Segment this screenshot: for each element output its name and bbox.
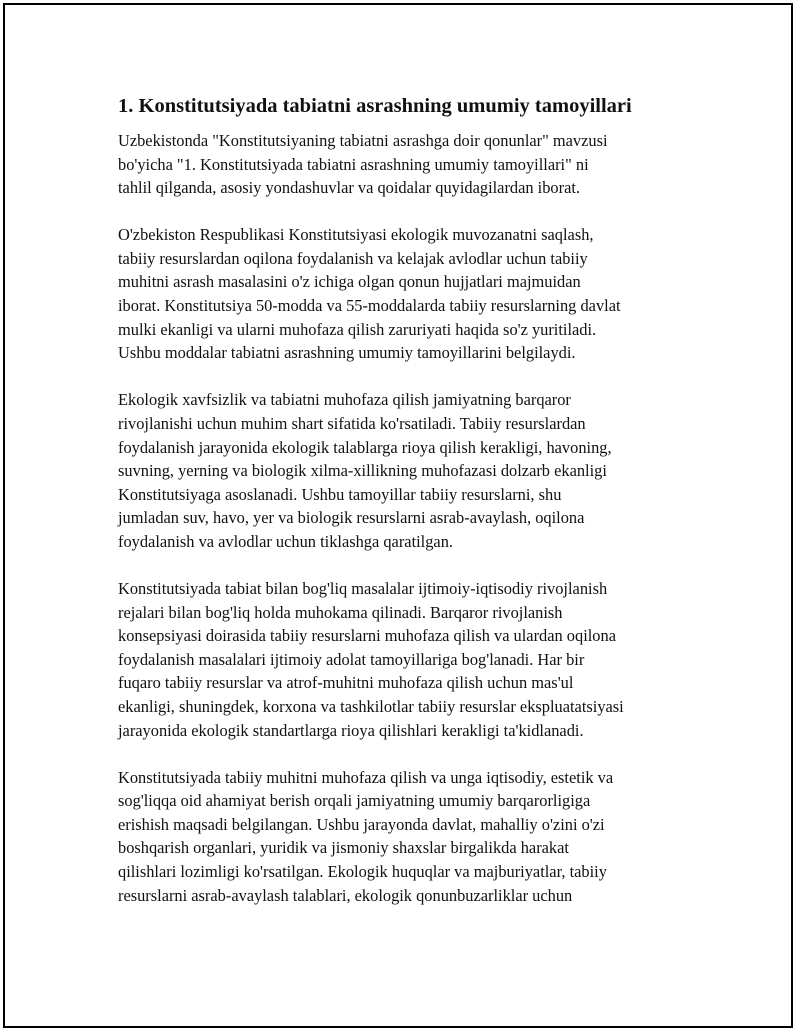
paragraph-line: foydalanish jarayonida ekologik talablarga rioya qilish kerakligi, havoning,	[118, 437, 612, 457]
paragraph-line: rivojlanishi uchun muhim shart sifatida ko'rsatiladi. Tabiiy resurslardan	[118, 413, 586, 433]
section-heading: 1. Konstitutsiyada tabiatni asrashning umumiy tamoyillari	[118, 95, 632, 117]
document-body	[118, 93, 698, 931]
paragraph-line: rejalari bilan bog'liq holda muhokama qilinadi. Barqaror rivojlanish	[118, 602, 563, 622]
paragraph-line: qilishlari lozimligi ko'rsatilgan. Ekologik huquqlar va majburiyatlar, tabiiy	[118, 862, 607, 882]
paragraph-line: O'zbekiston Respublikasi Konstitutsiyasi ekologik muvozanatni saqlash,	[118, 225, 594, 245]
body-paragraph	[118, 577, 698, 742]
body-paragraph	[118, 129, 698, 200]
paragraph-line: Konstitutsiyaga asoslanadi. Ushbu tamoyillar tabiiy resurslarni, shu	[118, 484, 562, 504]
paragraph-container	[118, 129, 698, 907]
paragraph-line: Ekologik xavfsizlik va tabiatni muhofaza qilish jamiyatning barqaror	[118, 390, 571, 410]
body-paragraph	[118, 388, 698, 553]
paragraph-line: sog'liqqa oid ahamiyat berish orqali jamiyatning umumiy barqarorligiga	[118, 791, 591, 811]
paragraph-line: boshqarish organlari, yuridik va jismoniy shaxslar birgalikda harakat	[118, 838, 569, 858]
paragraph-line: tabiiy resurslardan oqilona foydalanish va kelajak avlodlar uchun tabiiy	[118, 248, 588, 268]
paragraph-line: muhitni asrash masalasini o'z ichiga olgan qonun hujjatlari majmuidan	[118, 272, 581, 292]
paragraph-line: erishish maqsadi belgilangan. Ushbu jarayonda davlat, mahalliy o'zini o'zi	[118, 814, 605, 834]
paragraph-line: tahlil qilganda, asosiy yondashuvlar va qoidalar quyidagilardan iborat.	[118, 178, 581, 198]
paragraph-line: mulki ekanligi va ularni muhofaza qilish zaruriyati haqida so'z yuritiladi.	[118, 319, 597, 339]
paragraph-line: bo'yicha "1. Konstitutsiyada tabiatni asrashning umumiy tamoyillari" ni	[118, 154, 589, 174]
paragraph-line: jarayonida ekologik standartlarga rioya qilishlari kerakligi ta'kidlanadi.	[118, 720, 584, 740]
paragraph-line: foydalanish va avlodlar uchun tiklashga qaratilgan.	[118, 531, 453, 551]
paragraph-line: jumladan suv, havo, yer va biologik resurslarni asrab-avaylash, oqilona	[118, 508, 585, 528]
paragraph-line: Konstitutsiyada tabiiy muhitni muhofaza qilish va unga iqtisodiy, estetik va	[118, 767, 614, 787]
paragraph-line: fuqaro tabiiy resurslar va atrof-muhitni muhofaza qilish uchun mas'ul	[118, 673, 574, 693]
paragraph-line: Konstitutsiyada tabiat bilan bog'liq masalalar ijtimoiy-iqtisodiy rivojlanish	[118, 579, 608, 598]
paragraph-line: suvning, yerning va biologik xilma-xillikning muhofazasi dolzarb ekanligi	[118, 461, 607, 481]
body-paragraph	[118, 766, 698, 908]
paragraph-line: resurslarni asrab-avaylash talablari, ekologik qonunbuzarliklar uchun	[118, 885, 573, 905]
body-paragraph	[118, 223, 698, 365]
paragraph-line: Uzbekistonda "Konstitutsiyaning tabiatni asrashga doir qonunlar" mavzusi	[118, 131, 608, 150]
paragraph-line: konsepsiyasi doirasida tabiiy resurslarni muhofaza qilish va ulardan oqilona	[118, 626, 616, 646]
paragraph-line: iborat. Konstitutsiya 50-modda va 55-moddalarda tabiiy resurslarning davlat	[118, 296, 621, 316]
paragraph-line: Ushbu moddalar tabiatni asrashning umumiy tamoyillarini belgilaydi.	[118, 343, 576, 363]
paragraph-line: ekanligi, shuningdek, korxona va tashkilotlar tabiiy resurslar ekspluatatsiyasi	[118, 696, 624, 716]
paragraph-line: foydalanish masalalari ijtimoiy adolat tamoyillariga bog'lanadi. Har bir	[118, 649, 585, 669]
